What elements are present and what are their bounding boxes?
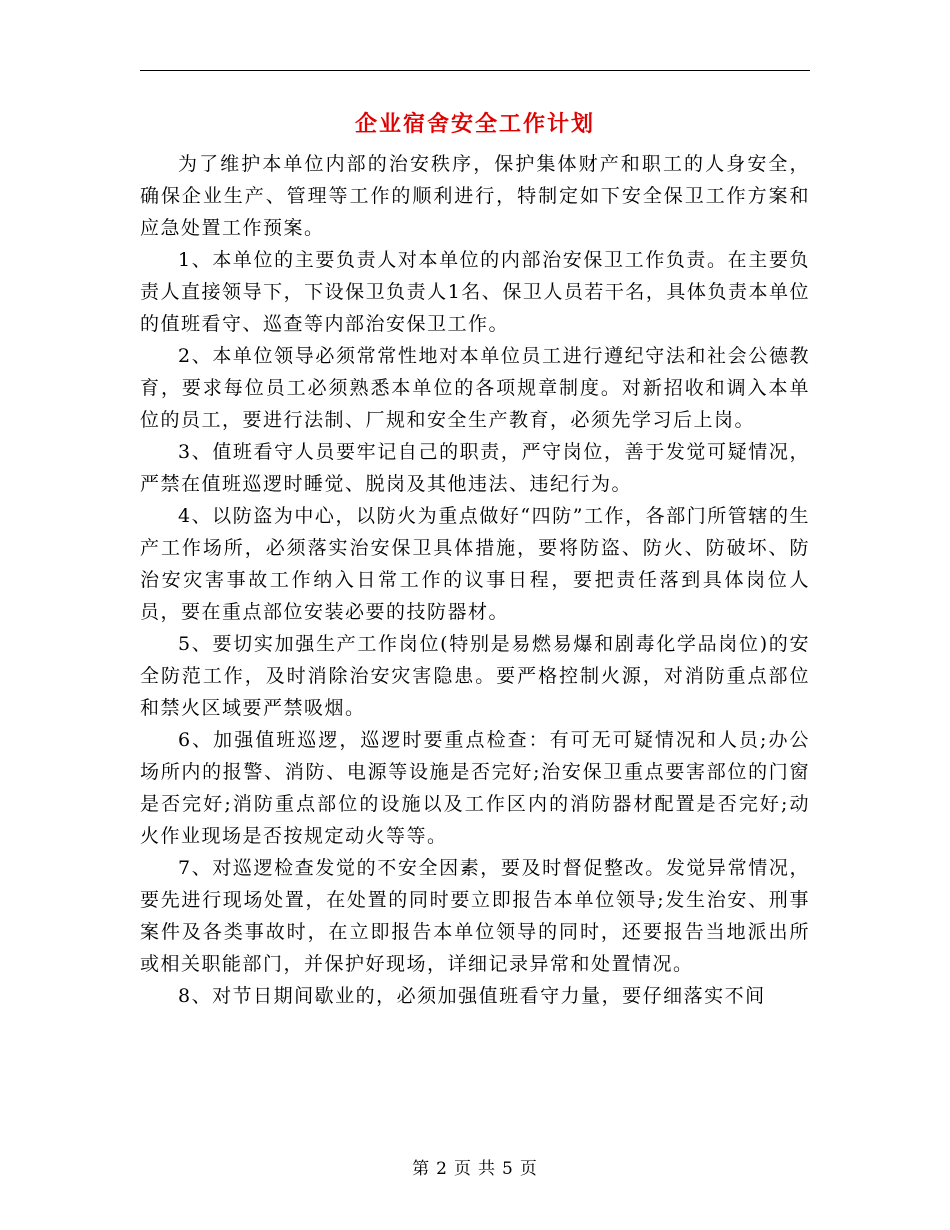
paragraph-3: 3、值班看守人员要牢记自己的职责，严守岗位，善于发觉可疑情况，严禁在值班巡逻时睡觉、脱岗及其他违法、违纪行为。 (140, 441, 810, 495)
footer-page-number: 2 (436, 1159, 448, 1179)
paragraph-8: 8、对节日期间歇业的，必须加强值班看守力量，要仔细落实不间 (178, 985, 766, 1007)
document-title: 企业宿舍安全工作计划 (354, 111, 595, 137)
footer-total-unit: 页 (519, 1159, 538, 1179)
document-body (140, 148, 810, 1012)
footer-total-label: 共 (478, 1159, 496, 1179)
paragraph-5: 5、要切实加强生产工作岗位(特别是易燃易爆和剧毒化学品岗位)的安全防范工作，及时消除治安灾害隐患。要严格控制火源，对消防重点部位和禁火区域要严禁吸烟。 (140, 633, 810, 719)
paragraph-6: 6、加强值班巡逻，巡逻时要重点检查：有可无可疑情况和人员;办公场所内的报警、消防、电源等设施是否完好;治安保卫重点要害部位的门窗是否完好;消防重点部位的设施以及工作区内的消防器材配置是否完好;动火作业现场是否按规定动火等等。 (140, 729, 810, 847)
paragraph-intro: 为了维护本单位内部的治安秩序，保护集体财产和职工的人身安全，确保企业生产、管理等工作的顺利进行，特制定如下安全保卫工作方案和应急处置工作预案。 (140, 153, 810, 239)
page-footer (140, 1154, 810, 1179)
paragraph-4: 4、以防盗为中心，以防火为重点做好“四防”工作，各部门所管辖的生产工作场所，必须落实治安保卫具体措施，要将防盗、防火、防破坏、防治安灾害事故工作纳入日常工作的议事日程，要把责任落到具体岗位人员，要在重点部位安装必要的技防器材。 (140, 505, 810, 623)
footer-prefix: 第 (412, 1159, 431, 1179)
header-rule (140, 70, 810, 71)
footer-total-pages: 5 (502, 1159, 514, 1179)
footer-page-unit: 页 (454, 1159, 472, 1179)
paragraph-1: 1、本单位的主要负责人对本单位的内部治安保卫工作负责。在主要负责人直接领导下，下设保卫负责人1名、保卫人员若干名，具体负责本单位的值班看守、巡查等内部治安保卫工作。 (140, 249, 810, 335)
paragraph-2: 2、本单位领导必须常常性地对本单位员工进行遵纪守法和社会公德教育，要求每位员工必须熟悉本单位的各项规章制度。对新招收和调入本单位的员工，要进行法制、厂规和安全生产教育，必须先学习后上岗。 (140, 345, 810, 431)
paragraph-7: 7、对巡逻检查发觉的不安全因素，要及时督促整改。发觉异常情况，要先进行现场处置，在处置的同时要立即报告本单位领导;发生治安、刑事案件及各类事故时，在立即报告本单位领导的同时，还要报告当地派出所或相关职能部门，并保护好现场，详细记录异常和处置情况。 (140, 857, 810, 975)
